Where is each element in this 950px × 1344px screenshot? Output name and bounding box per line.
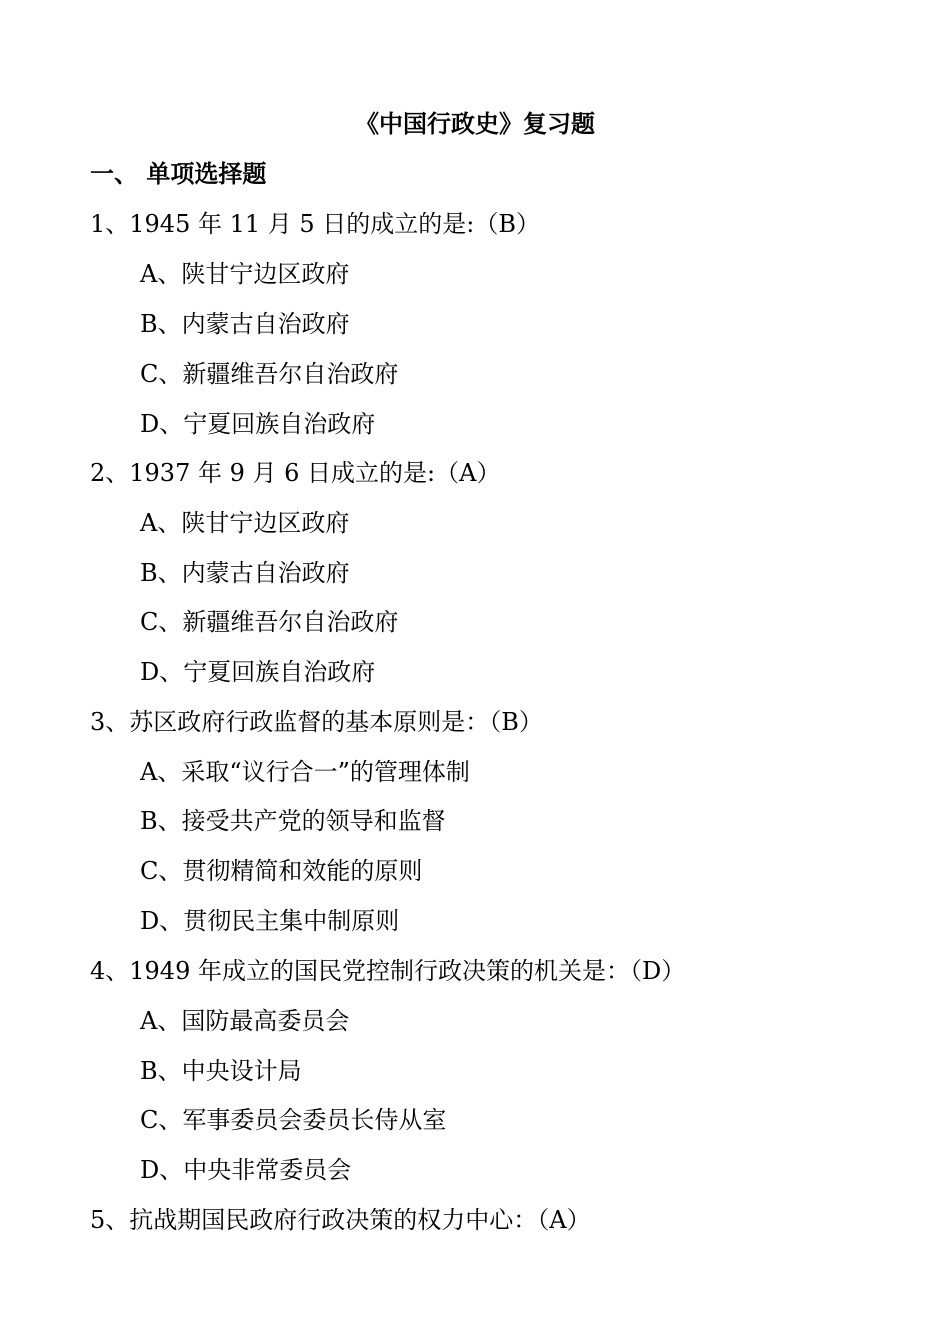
question-2: 2、1937 年 9 月 6 日成立的是:（A） (90, 459, 501, 487)
question-1: 1、1945 年 11 月 5 日的成立的是:（B） (90, 210, 541, 238)
question-1-option-d: D、宁夏回族自治政府 (140, 410, 376, 438)
question-3-option-c: C、贯彻精简和效能的原则 (140, 857, 423, 885)
document-title: 《中国行政史》复习题 (355, 109, 595, 138)
question-4: 4、1949 年成立的国民党控制行政决策的机关是：（D） (90, 957, 686, 985)
question-5: 5、抗战期国民政府行政决策的权力中心：（A） (90, 1206, 591, 1234)
question-2-option-d: D、宁夏回族自治政府 (140, 658, 376, 686)
question-3-option-d: D、贯彻民主集中制原则 (140, 907, 400, 935)
section-heading: 一、 单项选择题 (90, 159, 267, 188)
question-1-option-b: B、内蒙古自治政府 (140, 310, 350, 338)
question-1-option-a: A、陕甘宁边区政府 (140, 260, 350, 288)
question-3-option-a: A、采取“议行合一”的管理体制 (140, 758, 470, 786)
question-2-option-b: B、内蒙古自治政府 (140, 559, 350, 587)
question-3-option-b: B、接受共产党的领导和监督 (140, 807, 446, 835)
question-1-option-c: C、新疆维吾尔自治政府 (140, 360, 399, 388)
question-4-option-b: B、中央设计局 (140, 1057, 302, 1085)
question-2-option-c: C、新疆维吾尔自治政府 (140, 608, 399, 636)
question-4-option-a: A、国防最高委员会 (140, 1007, 350, 1035)
question-4-option-d: D、中央非常委员会 (140, 1156, 352, 1184)
question-4-option-c: C、军事委员会委员长侍从室 (140, 1106, 447, 1134)
question-3: 3、苏区政府行政监督的基本原则是：（B） (90, 708, 543, 736)
question-2-option-a: A、陕甘宁边区政府 (140, 509, 350, 537)
